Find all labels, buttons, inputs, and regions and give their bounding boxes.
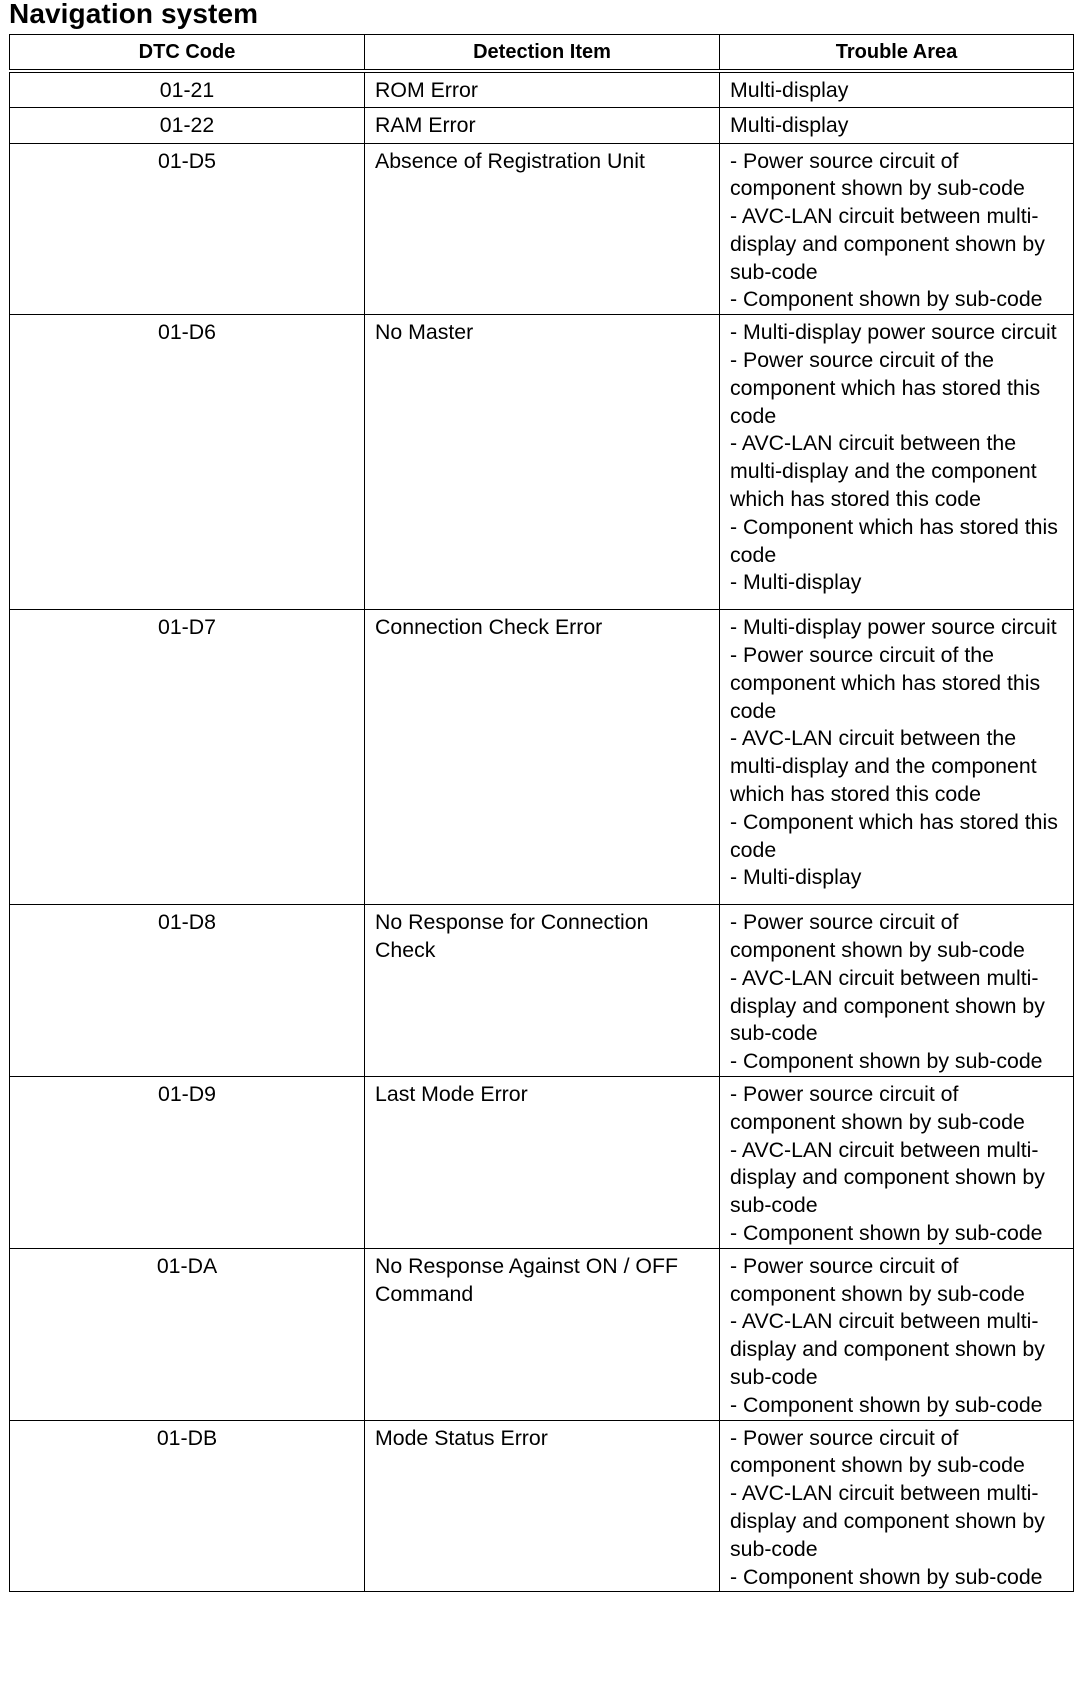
- table-body: [10, 71, 1074, 1592]
- trouble-area-line: - Component which has stored this code: [730, 809, 1058, 862]
- trouble-area-line: Multi-display: [730, 112, 849, 137]
- trouble-area-line: - Multi-display: [730, 570, 862, 595]
- table-row: [10, 1420, 1074, 1592]
- table-row: [10, 143, 1074, 315]
- table-row: [10, 905, 1074, 1077]
- trouble-area-cell: [720, 107, 1074, 143]
- trouble-area-line: - Power source circuit of component shown by sub-code: [730, 1082, 1025, 1134]
- header-dtc-code: DTC Code: [10, 35, 365, 72]
- trouble-area-line: - AVC-LAN circuit between the multi-display and the component which has stored this code: [730, 431, 1037, 512]
- detection-item-cell: No Response for Connection Check: [365, 905, 720, 1077]
- page-title: Navigation system: [9, 0, 259, 29]
- dtc-code-cell: 01-D6: [10, 315, 365, 610]
- table-row: [10, 1077, 1074, 1249]
- trouble-area-line: - Component shown by sub-code: [730, 1564, 1043, 1589]
- dtc-code-cell: 01-21: [10, 71, 365, 107]
- dtc-code-cell: 01-D8: [10, 905, 365, 1077]
- trouble-area-line: - AVC-LAN circuit between multi-display and component shown by sub-code: [730, 204, 1045, 284]
- trouble-area-line: - Component shown by sub-code: [730, 1392, 1043, 1417]
- trouble-area-line: Multi-display: [730, 78, 849, 102]
- detection-item-cell: Mode Status Error: [365, 1420, 720, 1592]
- header-trouble-area: Trouble Area: [720, 35, 1074, 72]
- trouble-area-cell: [720, 905, 1074, 1077]
- trouble-area-line: - Component shown by sub-code: [730, 287, 1043, 312]
- trouble-area-cell: [720, 1420, 1074, 1592]
- trouble-area-line: - AVC-LAN circuit between multi-display and component shown by sub-code: [730, 965, 1045, 1046]
- trouble-area-cell: [720, 143, 1074, 315]
- trouble-area-line: - Power source circuit of component shown by sub-code: [730, 1253, 1025, 1306]
- trouble-area-line: - Power source circuit of the component which has stored this code: [730, 643, 1041, 723]
- trouble-area-cell: [720, 610, 1074, 905]
- trouble-area-line: - AVC-LAN circuit between multi-display and component shown by sub-code: [730, 1481, 1045, 1561]
- trouble-area-line: - AVC-LAN circuit between the multi-display and the component which has stored this code: [730, 726, 1037, 807]
- detection-item-cell: Last Mode Error: [365, 1077, 720, 1249]
- detection-item-cell: ROM Error: [365, 71, 720, 107]
- trouble-area-line: - Power source circuit of component shown by sub-code: [730, 910, 1025, 963]
- trouble-area-line: - AVC-LAN circuit between multi-display and component shown by sub-code: [730, 1309, 1045, 1390]
- trouble-area-line: - AVC-LAN circuit between multi-display and component shown by sub-code: [730, 1137, 1045, 1218]
- detection-item-cell: Connection Check Error: [365, 610, 720, 905]
- detection-item-cell: RAM Error: [365, 107, 720, 143]
- trouble-area-line: - Component shown by sub-code: [730, 1049, 1043, 1074]
- detection-item-cell: Absence of Registration Unit: [365, 143, 720, 315]
- dtc-code-cell: 01-D9: [10, 1077, 365, 1249]
- trouble-area-line: - Component which has stored this code: [730, 514, 1058, 567]
- trouble-area-line: - Power source circuit of component shown by sub-code: [730, 148, 1025, 201]
- trouble-area-cell: [720, 315, 1074, 610]
- dtc-code-cell: 01-DB: [10, 1420, 365, 1592]
- table-header-row: [10, 35, 1074, 72]
- dtc-code-cell: 01-DA: [10, 1248, 365, 1420]
- dtc-code-cell: 01-D7: [10, 610, 365, 905]
- table-row: [10, 610, 1074, 905]
- trouble-area-cell: [720, 1248, 1074, 1420]
- dtc-code-cell: 01-D5: [10, 143, 365, 315]
- table-row: [10, 107, 1074, 143]
- table-row: [10, 1248, 1074, 1420]
- trouble-area-line: - Power source circuit of component shown by sub-code: [730, 1425, 1025, 1478]
- trouble-area-line: - Power source circuit of the component which has stored this code: [730, 348, 1041, 428]
- dtc-code-cell: 01-22: [10, 107, 365, 143]
- table-row: [10, 71, 1074, 107]
- trouble-area-cell: [720, 71, 1074, 107]
- trouble-area-line: - Multi-display power source circuit: [730, 320, 1057, 345]
- detection-item-cell: No Response Against ON / OFF Command: [365, 1248, 720, 1420]
- trouble-area-line: - Component shown by sub-code: [730, 1221, 1043, 1246]
- header-detection-item: Detection Item: [365, 35, 720, 72]
- dtc-table: [9, 34, 1074, 1592]
- detection-item-cell: No Master: [365, 315, 720, 610]
- trouble-area-cell: [720, 1077, 1074, 1249]
- table-row: [10, 315, 1074, 610]
- trouble-area-line: - Multi-display power source circuit: [730, 615, 1057, 640]
- trouble-area-line: - Multi-display: [730, 865, 862, 890]
